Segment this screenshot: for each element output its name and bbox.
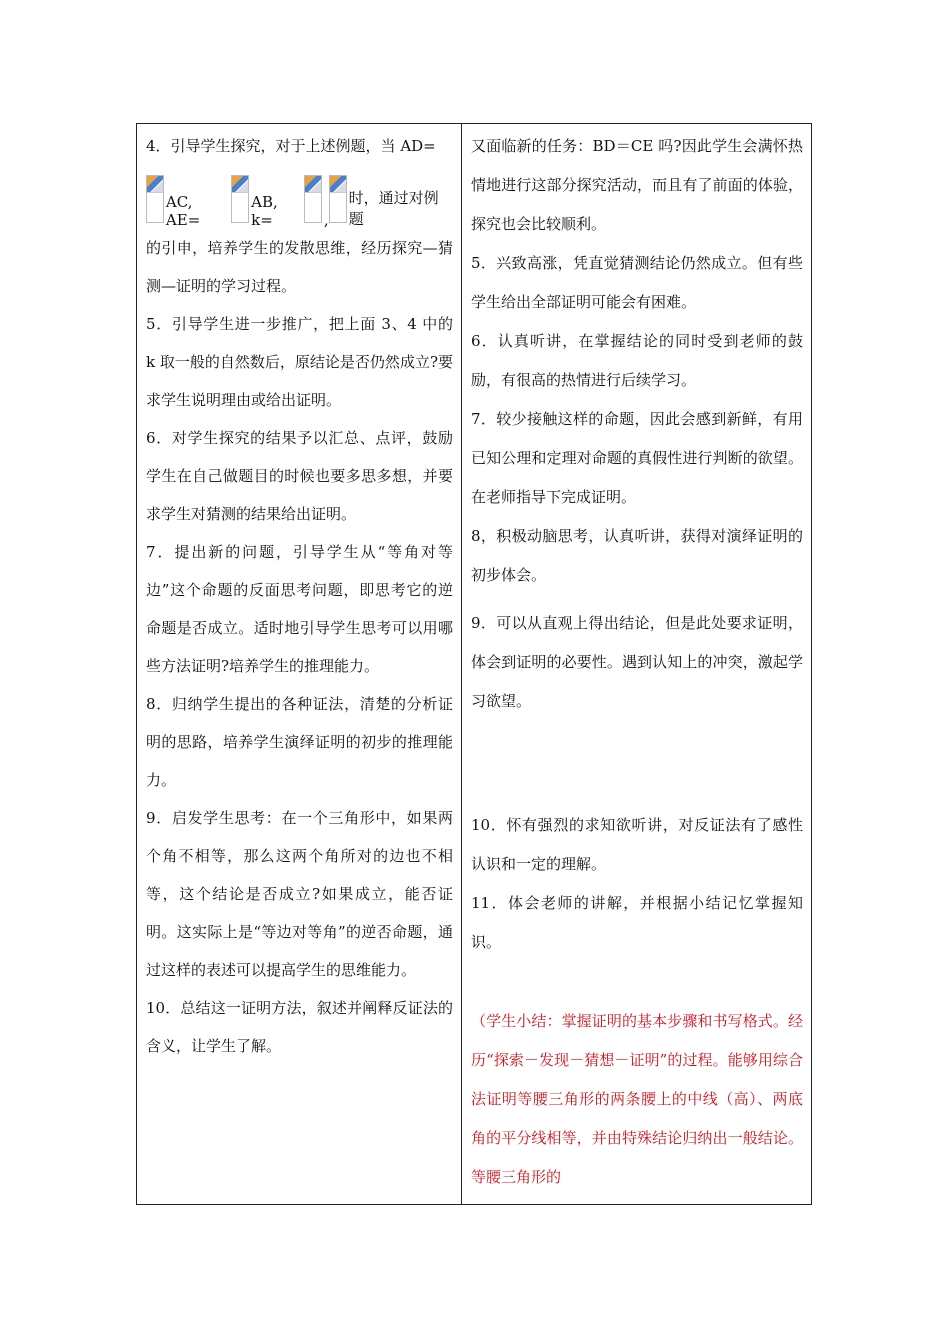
left-item-10: 10．总结这一证明方法，叙述并阐释反证法的含义，让学生了解。 [146,999,453,1055]
fraction-image-3 [304,175,322,223]
right-item-11: 11．体会老师的讲解，并根据小结记忆掌握知识。 [471,894,803,951]
formula-suffix-3: , [323,211,329,229]
fraction-image-1 [146,175,164,223]
right-item-9: 9．可以从直观上得出结论，但是此处要求证明，体会到证明的必要性。遇到认知上的冲突，激起学习欲望。 [471,614,803,710]
right-item-6: 6．认真听讲，在掌握结论的同时受到老师的鼓励，有很高的热情进行后续学习。 [471,332,803,389]
left-item-4-line1: 4．引导学生探究，对于上述例题，当 AD= [146,137,436,155]
student-summary: （学生小结：掌握证明的基本步骤和书写格式。经历“探索－发现－猜想－证明”的过程。能够用综合法证明等腰三角形的两条腰上的中线（高）、两底角的平分线相等，并由特殊结论归纳出一般结论。等腰三角形的 [471,1012,803,1186]
right-item-8: 8，积极动脑思考，认真听讲，获得对演绎证明的初步体会。 [471,527,803,584]
left-item-6: 6．对学生探究的结果予以汇总、点评，鼓励学生在自己做题目的时候也要多思多想，并要求学生对猜测的结果给出证明。 [146,429,453,523]
fraction-image-2 [231,175,249,223]
left-item-9: 9．启发学生思考：在一个三角形中，如果两个角不相等，那么这两个角所对的边也不相等，这个结论是否成立?如果成立，能否证明。这实际上是“等边对等角”的逆否命题，通过这样的表述可以提高学生的思维能力。 [146,809,453,979]
formula-suffix-2: AB, k= [251,193,278,229]
student-activity-column [462,124,812,1204]
right-item-4: 又面临新的任务：BD＝CE 吗?因此学生会满怀热情地进行这部分探究活动，而且有了前面的体验，探究也会比较顺利。 [471,137,803,233]
right-item-5: 5．兴致高涨，凭直觉猜测结论仍然成立。但有些学生给出全部证明可能会有困难。 [471,254,803,311]
left-item-5: 5．引导学生进一步推广，把上面 3、4 中的 k 取一般的自然数后，原结论是否仍然成立?要求学生说明理由或给出证明。 [146,315,453,409]
teacher-activity-column [137,124,461,1204]
left-item-7: 7．提出新的问题，引导学生从“等角对等边”这个命题的反面思考问题，即思考它的逆命题是否成立。适时地引导学生思考可以用哪些方法证明?培养学生的推理能力。 [146,543,453,675]
fraction-image-4 [329,175,347,223]
left-item-8: 8．归纳学生提出的各种证法，清楚的分析证明的思路，培养学生演绎证明的初步的推理能力。 [146,695,453,789]
formula-suffix-4: 时，通过对例题 [348,189,439,228]
formula-suffix-1: AC, AE= [165,193,201,229]
left-item-4-rest: 的引申，培养学生的发散思维，经历探究—猜测—证明的学习过程。 [146,239,453,295]
lesson-table [136,123,812,1205]
right-item-7: 7．较少接触这样的命题，因此会感到新鲜，有用已知公理和定理对命题的真假性进行判断的欲望。在老师指导下完成证明。 [471,410,803,506]
right-item-10: 10．怀有强烈的求知欲听讲，对反证法有了感性认识和一定的理解。 [471,816,803,873]
left-item-4-formula-line [146,165,453,229]
